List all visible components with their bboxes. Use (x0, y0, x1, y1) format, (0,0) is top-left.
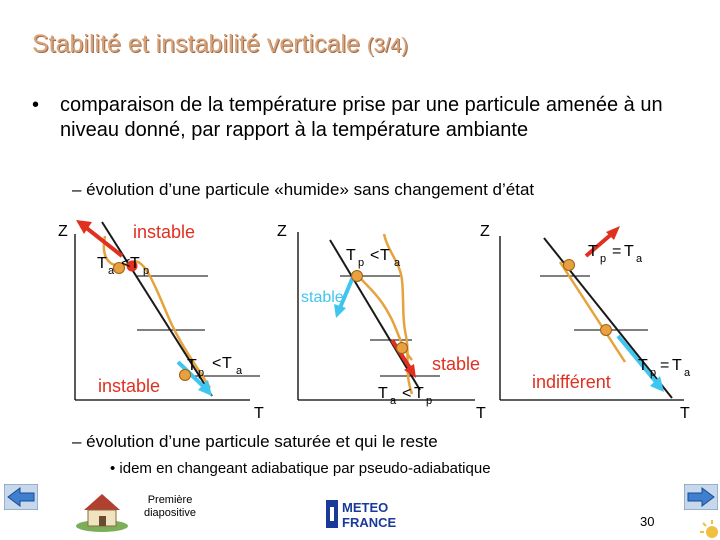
label-t-1a: T (97, 255, 107, 272)
title-main: Stabilité et instabilité verticale (32, 30, 360, 58)
label-indifferent: indifférent (532, 372, 611, 392)
label-eq-3b: = (660, 357, 670, 374)
label-lt-2: < (370, 247, 380, 264)
label-t-2b: T (380, 247, 390, 264)
cyan-arrow-head-2 (334, 304, 346, 318)
t-label-3: T (680, 405, 690, 422)
meteo-france-logo (326, 497, 410, 531)
first-slide-link[interactable] (133, 494, 207, 520)
label-sub-a-3: a (636, 253, 643, 265)
point-2b (397, 343, 408, 354)
panel-indifferent (480, 223, 691, 422)
label-t-1c: T (187, 357, 197, 374)
panel-stable (277, 223, 486, 422)
label-sub-a-1: a (108, 265, 115, 277)
label-sub-p-3: p (600, 253, 607, 265)
environment-line-3 (560, 262, 625, 362)
title-suffix: (3/4) (366, 35, 409, 57)
label-lt-2b: < (402, 385, 412, 402)
z-label-2: Z (277, 223, 287, 240)
logo-line1: METEO (342, 500, 389, 515)
label-t-3d: T (672, 357, 682, 374)
label-t-3a: T (588, 243, 598, 260)
label-t-3c: T (638, 357, 648, 374)
sub-bullet-humid: – évolution d’une particule «humide» sans changement d’état (72, 180, 535, 199)
point-3a (564, 260, 575, 271)
sun-icon (696, 516, 720, 540)
z-label-3: Z (480, 223, 490, 240)
label-t-2d: T (414, 385, 424, 402)
point-3b (601, 325, 612, 336)
label-instable-2: instable (98, 376, 161, 396)
label-sub-p-1b: p (198, 367, 205, 379)
label-sub-p-2: p (358, 257, 365, 269)
label-lt-1: < (121, 255, 131, 272)
home-icon[interactable] (74, 488, 130, 532)
label-t-1d: T (222, 355, 232, 372)
panel-instable (58, 220, 264, 422)
arrow-left-icon[interactable] (4, 484, 38, 510)
z-label-1: Z (58, 223, 68, 240)
label-eq-3: = (612, 243, 622, 260)
sub-bullet-saturated: – évolution d’une particule saturée et qui le reste (72, 432, 438, 451)
label-sub-a-3b: a (684, 367, 691, 379)
label-t-2a: T (346, 247, 356, 264)
label-sub-p-1: p (143, 265, 150, 277)
label-lt-1b: < (212, 355, 222, 372)
t-label-2: T (476, 405, 486, 422)
first-slide-line1: Première (147, 494, 193, 506)
first-slide-line2: diapositive (144, 507, 196, 519)
label-sub-p-2b: p (426, 395, 433, 407)
label-stable-1: stable (301, 289, 344, 306)
bullet-symbol: • (32, 94, 40, 116)
page-number: 30 (640, 514, 655, 529)
label-sub-a-1b: a (236, 365, 243, 377)
label-instable-1: instable (133, 222, 196, 242)
label-sub-a-2b: a (390, 395, 397, 407)
logo-line2: FRANCE (342, 515, 397, 530)
point-2a (352, 271, 363, 282)
label-sub-a-2: a (394, 257, 401, 269)
arrow-right-icon[interactable] (684, 484, 718, 510)
bullet-text: comparaison de la température prise par une particule amenée à un niveau donné, par rapport à la température ambiante (60, 94, 663, 141)
label-sub-p-3b: p (650, 367, 657, 379)
t-label-1: T (254, 405, 264, 422)
sub-sub-bullet-pseudo: • idem en changeant adiabatique par pseudo-adiabatique (110, 460, 491, 477)
label-stable-2: stable (432, 354, 481, 374)
label-t-3b: T (624, 243, 634, 260)
label-t-2c: T (378, 385, 388, 402)
label-t-1b: T (130, 255, 140, 272)
